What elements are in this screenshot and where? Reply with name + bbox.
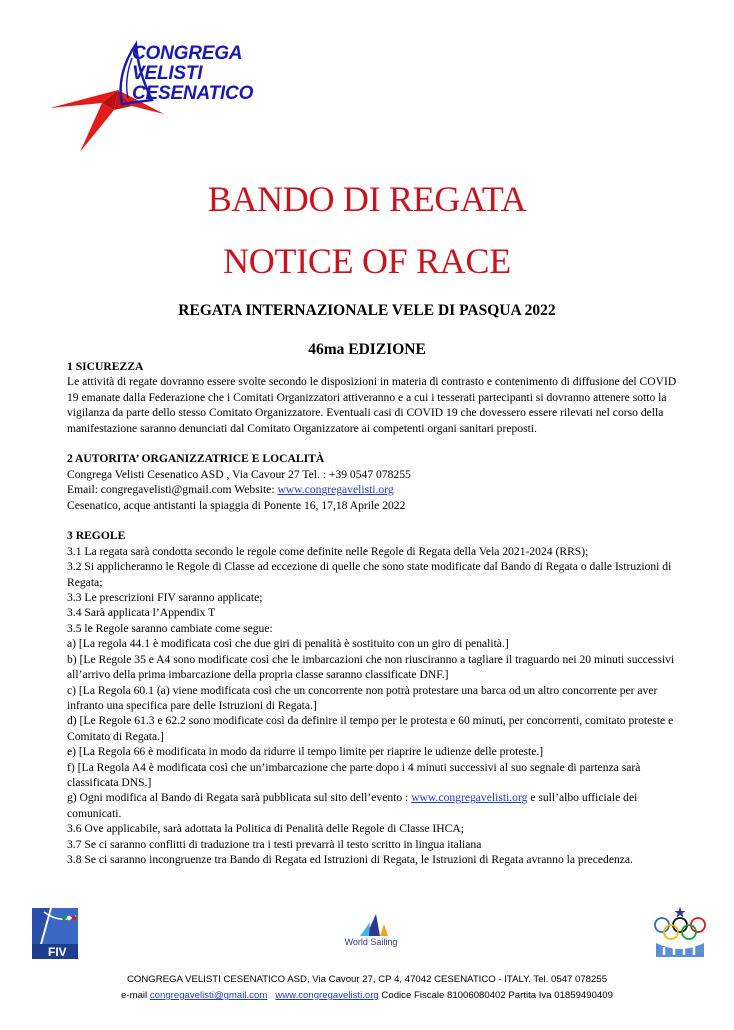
footer-fiscal: Codice Fiscale 81006080402 Partita Iva 01859490409 bbox=[378, 990, 613, 1001]
rule-3-5-f: f) [La Regola A4 è modificata così che un’imbarcazione che parte dopo i 4 minuti successivi al suo segnale di partenza sarà classificata DNS.] bbox=[67, 760, 641, 789]
rule-3-5-b: b) [Le Regole 35 e A4 sono modificate così che le imbarcazioni che non riusciranno a tagliare il traguardo nei 20 minuti successivi all’arrivo della prima imbarcazione della propria classe saranno classificate DNF.] bbox=[67, 652, 675, 682]
rule-3-7: 3.7 Se ci saranno conflitti di traduzione tra i testi prevarrà il testo scritto in lingua italiana bbox=[67, 837, 482, 851]
footer-address: CONGREGA VELISTI CESENATICO ASD, Via Cavour 27, CP 4, 47042 CESENATICO - ITALY. Tel. 0547 078255 bbox=[126, 974, 608, 985]
rule-3-5-g: g) Ogni modifica al Bando di Regata sarà pubblicata sul sito dell’evento : www.congregavelisti.org e sull’albo ufficiale dei comunicati. bbox=[67, 791, 638, 820]
world-sailing-icon bbox=[336, 912, 406, 938]
document-title-english: NOTICE OF RACE bbox=[223, 241, 511, 281]
footer-website-link[interactable]: www.congregavelisti.org bbox=[275, 990, 379, 1001]
section-heading-safety: 1 SICUREZZA bbox=[67, 360, 144, 373]
footer-contacts: e-mail congregavelisti@gmail.com www.congregavelisti.org Codice Fiscale 81006080402 Partita Iva 01859490409 bbox=[121, 990, 613, 1001]
rule-3-3: 3.3 Le prescrizioni FIV saranno applicate; bbox=[67, 591, 263, 605]
rule-3-6: 3.6 Ove applicabile, sarà adottata la Politica di Penalità delle Regole di Classe IHCA; bbox=[67, 822, 464, 836]
event-website-link[interactable]: www.congregavelisti.org bbox=[411, 791, 528, 805]
rule-3-4: 3.4 Sarà applicata l’Appendix T bbox=[67, 606, 216, 620]
svg-text:FIV: FIV bbox=[48, 945, 67, 959]
edition-label: 46ma EDIZIONE bbox=[308, 341, 426, 358]
coni-logo bbox=[652, 905, 708, 960]
authority-location: Cesenatico, acque antistanti la spiaggia di Ponente 16, 17,18 Aprile 2022 bbox=[67, 498, 406, 512]
section-text-safety: Le attività di regate dovranno essere svolte secondo le disposizioni in materia di contrasto e contenimento di diffusione del COVID 19 emanate dalla Federazione che i Comitati Organizzatori attiveranno e a cui i tesserati partecipanti si dovranno attenere sotto la vigilanza da parte dello stesso Comitato Organizzatore. Eventuali casi di COVID 19 che dovessero essere rilevati nel corso della manifestazione saranno denunciati dal Comitato Organizzatore ai competenti organi sanitari preposti. bbox=[67, 375, 677, 435]
club-logo-text: CONGREGA VELISTI CESENATICO bbox=[132, 43, 254, 104]
footer-email-link[interactable]: congregavelisti@gmail.com bbox=[149, 990, 268, 1001]
section-heading-authority: 2 AUTORITA’ ORGANIZZATRICE E LOCALITÀ bbox=[67, 452, 325, 466]
event-name: REGATA INTERNAZIONALE VELE DI PASQUA 2022 bbox=[178, 302, 556, 319]
rule-3-2: 3.2 Si applicheranno le Regole di Classe ad eccezione di quelle che sono state modificate dal Bando di Regata o dalle Istruzioni di Regata; bbox=[67, 560, 672, 589]
olympic-rings-icon bbox=[652, 905, 708, 960]
rule-3-8: 3.8 Se ci saranno incongruenze tra Bando di Regata ed Istruzioni di Regata, le Istruzioni di Regata avranno la precedenza. bbox=[67, 852, 633, 866]
document-body bbox=[67, 359, 677, 867]
rule-3-5-a: a) [La regola 44.1 è modificata così che due giri di penalità è sostituito con un giro di penalità.] bbox=[67, 637, 509, 651]
document-title: BANDO DI REGATA bbox=[207, 179, 527, 219]
rule-3-5-c: c) [La Regola 60.1 (a) viene modificata così che un concorrente non potrà protestare una barca od un altro concorrente per aver infranto una specifica pare delle Istruzioni di Regata.] bbox=[67, 683, 658, 712]
rule-3-5: 3.5 le Regole saranno cambiate come segue: bbox=[67, 621, 273, 635]
website-link[interactable]: www.congregavelisti.org bbox=[277, 483, 394, 497]
rule-3-5-d: d) [Le Regole 61.3 e 62.2 sono modificate così da definire il tempo per le protesta e 60 minuti, per concorrenti, comitato proteste e Comitato di Regata.] bbox=[67, 714, 674, 743]
authority-contacts: Email: congregavelisti@gmail.com Website: www.congregavelisti.org bbox=[67, 483, 394, 497]
section-heading-rules: 3 REGOLE bbox=[67, 529, 126, 543]
authority-address: Congrega Velisti Cesenatico ASD , Via Cavour 27 Tel. : +39 0547 078255 bbox=[67, 467, 411, 481]
fiv-sail-icon bbox=[30, 906, 80, 959]
rule-3-5-e: e) [La Regola 66 è modificata in modo da ridurre il tempo limite per riaprire le udienze delle proteste.] bbox=[67, 745, 544, 759]
fiv-logo bbox=[30, 906, 80, 959]
world-sailing-logo bbox=[336, 912, 406, 952]
world-sailing-label: World Sailing bbox=[344, 937, 398, 947]
rule-3-1: 3.1 La regata sarà condotta secondo le regole come definite nelle Regole di Regata della Vela 2021-2024 (RRS); bbox=[67, 544, 589, 558]
club-logo bbox=[44, 40, 264, 160]
